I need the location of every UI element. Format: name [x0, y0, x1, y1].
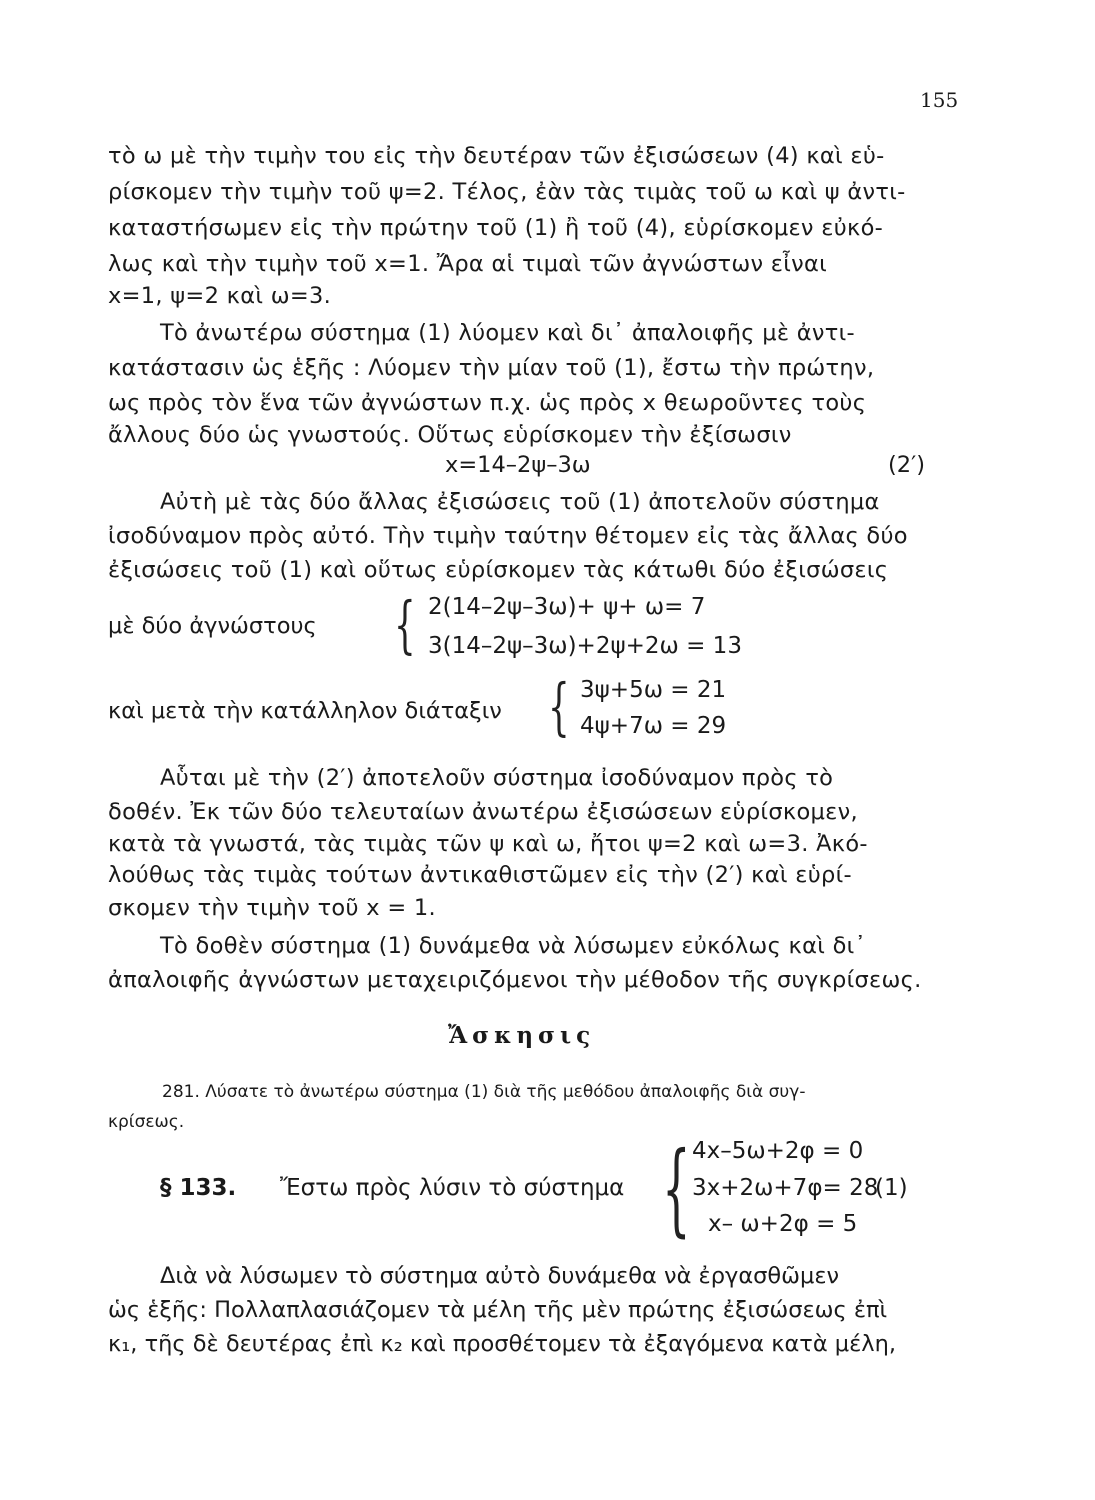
equation-label: (2′) [888, 452, 925, 478]
text-line: ἐξισώσεις τοῦ (1) καὶ οὕτως εὑρίσκομεν τὰς κάτωθι δύο ἐξισώσεις [108, 557, 889, 583]
text-line: ὡς ἑξῆς: Πολλαπλασιάζομεν τὰ μέλη τῆς μὲν πρώτης ἐξισώσεως ἐπὶ [108, 1297, 888, 1323]
text-line: δοθέν. Ἐκ τῶν δύο τελευταίων ἀνωτέρω ἐξισώσεων εὑρίσκομεν, [108, 799, 858, 825]
text-line: ἀπαλοιφῆς ἀγνώστων μεταχειριζόμενοι τὴν μέθοδον τῆς συγκρίσεως. [108, 967, 922, 993]
text-line: Τὸ ἀνωτέρω σύστημα (1) λύομεν καὶ δι᾽ ἀπαλοιφῆς μὲ ἀντι- [160, 320, 855, 346]
text-line: κατὰ τὰ γνωστά, τὰς τιμὰς τῶν ψ καὶ ω, ἤτοι ψ=2 καὶ ω=3. Ἀκό- [108, 831, 868, 857]
text-line: σκομεν τὴν τιμὴν τοῦ x = 1. [108, 895, 436, 921]
left-brace-icon: { [548, 670, 570, 743]
section-eq-label: (1) [875, 1175, 908, 1201]
text-line: τὸ ω μὲ τὴν τιμὴν του εἰς τὴν δευτέραν τῶν ἐξισώσεων (4) καὶ εὑ- [108, 143, 885, 169]
text-line: καταστήσωμεν εἰς τὴν πρώτην τοῦ (1) ἢ τοῦ (4), εὑρίσκομεν εὐκό- [108, 215, 884, 241]
section-number: § 133. [160, 1175, 237, 1201]
text-line: Αὐτὴ μὲ τὰς δύο ἄλλας ἐξισώσεις τοῦ (1) ἀποτελοῦν σύστημα [160, 489, 880, 515]
system-b-eq1: 3ψ+5ω = 21 [580, 677, 727, 703]
text-line: ἰσοδύναμον πρὸς αὐτό. Τὴν τιμὴν ταύτην θέτομεν εἰς τὰς ἄλλας δύο [108, 523, 908, 549]
text-line: Διὰ νὰ λύσωμεν τὸ σύστημα αὐτὸ δυνάμεθα νὰ ἐργασθῶμεν [160, 1263, 840, 1289]
section-eq1: 4x–5ω+2φ = 0 [692, 1138, 864, 1164]
exercise-line: 281. Λύσατε τὸ ἀνωτέρω σύστημα (1) διὰ τῆς μεθόδου ἀπαλοιφῆς διὰ συγ- [162, 1082, 806, 1102]
text-line: Τὸ δοθὲν σύστημα (1) δυνάμεθα νὰ λύσωμεν εὐκόλως καὶ δι᾽ [160, 933, 867, 959]
text-line: λούθως τὰς τιμὰς τούτων ἀντικαθιστῶμεν εἰς τὴν (2′) καὶ εὑρί- [108, 862, 852, 888]
text-line: Αὗται μὲ τὴν (2′) ἀποτελοῦν σύστημα ἰσοδύναμον πρὸς τὸ [160, 765, 834, 791]
text-line: κατάστασιν ὡς ἑξῆς : Λύομεν τὴν μίαν τοῦ (1), ἔστω τὴν πρώτην, [108, 355, 875, 381]
text-line: ρίσκομεν τὴν τιμὴν τοῦ ψ=2. Τέλος, ἐὰν τὰς τιμὰς τοῦ ω καὶ ψ ἀντι- [108, 179, 906, 205]
system-b-label: καὶ μετὰ τὴν κατάλληλον διάταξιν [108, 698, 502, 724]
left-brace-icon: { [662, 1130, 691, 1247]
section-intro: Ἔστω πρὸς λύσιν τὸ σύστημα [280, 1175, 625, 1201]
text-line: κ₁, τῆς δὲ δευτέρας ἐπὶ κ₂ καὶ προσθέτομεν τὰ ἐξαγόμενα κατὰ μέλη, [108, 1331, 897, 1357]
text-line: λως καὶ τὴν τιμὴν τοῦ x=1. Ἄρα αἱ τιμαὶ τῶν ἀγνώστων εἶναι [108, 251, 828, 277]
page-number: 155 [920, 88, 959, 112]
exercise-heading: Ἄσκησις [448, 1022, 596, 1049]
exercise-line: κρίσεως. [108, 1112, 185, 1132]
system-b-eq2: 4ψ+7ω = 29 [580, 713, 727, 739]
text-line: ἄλλους δύο ὡς γνωστούς. Οὕτως εὑρίσκομεν τὴν ἐξίσωσιν [108, 422, 792, 448]
section-eq2: 3x+2ω+7φ= 28 [692, 1175, 879, 1201]
system-a-eq1: 2(14–2ψ–3ω)+ ψ+ ω= 7 [428, 594, 706, 620]
system-a-eq2: 3(14–2ψ–3ω)+2ψ+2ω = 13 [428, 633, 742, 659]
text-line: x=1, ψ=2 καὶ ω=3. [108, 283, 332, 309]
left-brace-icon: { [394, 588, 416, 661]
equation-2prime: x=14–2ψ–3ω [445, 452, 591, 478]
section-eq3: x– ω+2φ = 5 [708, 1211, 858, 1237]
system-a-label: μὲ δύο ἀγνώστους [108, 613, 317, 639]
text-line: ως πρὸς τὸν ἕνα τῶν ἀγνώστων π.χ. ὡς πρὸς x θεωροῦντες τοὺς [108, 390, 867, 416]
